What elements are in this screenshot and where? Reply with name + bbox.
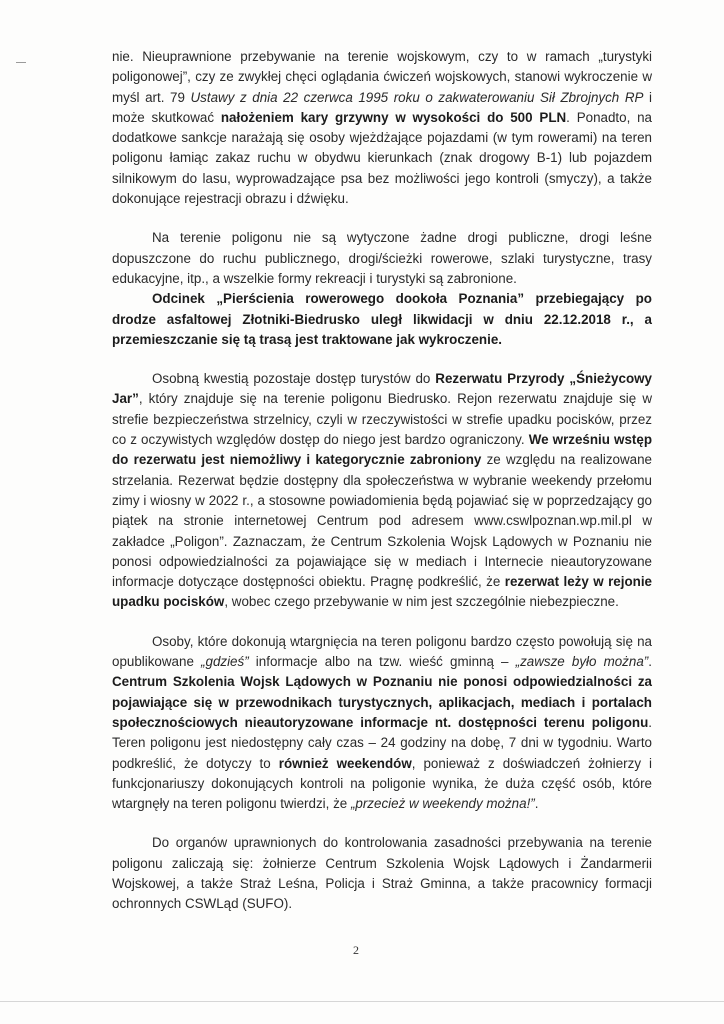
- text-run-normal: informacje albo na tzw. wieść gminną –: [248, 654, 516, 670]
- margin-tick: [16, 62, 26, 63]
- text-run-italic: „gdzieś”: [201, 654, 249, 670]
- text-run-normal: Na terenie poligonu nie są wytyczone żadne drogi publiczne, drogi leśne dopuszczone do ruchu publicznego, drogi/ścieżki rowerowe, szlaki turystyczne, trasy edukacyjne, itp., a wszelkie formy rekreacji i turystyki są zabronione.: [112, 230, 652, 286]
- text-run-bold: We wrześniu wstęp do rezerwatu jest niemożliwy i kategorycznie zabroniony: [112, 432, 653, 468]
- text-run-italic: „przecież w weekendy można!”: [350, 796, 535, 812]
- text-run-italic: „zawsze było można”: [515, 654, 649, 670]
- text-run-normal: nie. Nieuprawnione przebywanie na terenie wojskowym, czy to w ramach „turystyki poligonowej”, czy ze zwykłej chęci oglądania ćwiczeń wojskowych, stanowi wykroczenie w myśl art. 79: [112, 49, 652, 105]
- text-run-normal: Osoby, które dokonują wtargnięcia na teren poligonu bardzo często powołują się na opublikowane: [112, 633, 652, 670]
- text-run-normal: , który znajduje się na terenie poligonu Biedrusko. Rejon rezerwatu znajduje się w strefie bezpieczeństwa strzelnicy, czyli w rzeczywistości w strefie upadku pocisków, przez co z oczywistych względów dostęp do niego jest bardzo ograniczony.: [112, 391, 652, 448]
- text-run-bold: również weekendów: [278, 755, 412, 771]
- text-run-italic: Ustawy z dnia 22 czerwca 1995 roku o zakwaterowaniu Sił Zbrojnych RP: [190, 89, 644, 105]
- bottom-divider: [0, 1001, 724, 1002]
- text-run-normal: ze względu na realizowane strzelania. Rezerwat będzie dostępny dla społeczeństwa w wybranie weekendy przełomu zimy i wiosny w 2022 r., a stosowne powiadomienia będą pojawiać się w poprzedzający go piątek na stronie internetowej Centrum pod adresem www.cswlpoznan.wp.mil.pl w zakładce „Poligon”. Zaznaczam, że Centrum Szkolenia Wojsk Lądowych w Poznaniu nie ponosi odpowiedzialności za pojawiające się w mediach i Internecie nieautoryzowane informacje dotyczące dostępności obiektu. Pragnę podkreślić, że: [112, 452, 652, 590]
- text-run-normal: .: [648, 654, 652, 670]
- paragraph-nature-reserve: [112, 369, 652, 613]
- text-run-normal: i może skutkować: [112, 89, 652, 125]
- page-number: 2: [353, 943, 359, 957]
- text-run-normal: . Teren poligonu jest niedostępny cały czas – 24 godziny na dobę, 7 dni w tygodniu. Warto podkreślić, że dotyczy to: [112, 714, 652, 771]
- text-run-normal: , wobec czego przebywanie w nim jest szczególnie niebezpieczne.: [224, 594, 619, 610]
- document-body: [112, 47, 652, 915]
- text-run-normal: , ponieważ z doświadczeń żołnierzy i funkcjonariuszy dokonujących kontroli na poligonie wynika, że duża część osób, które wtargnęły na teren poligonu twierdzi, że: [112, 755, 652, 812]
- paragraph-control-authorities: [112, 833, 652, 914]
- text-run-bold: Centrum Szkolenia Wojsk Lądowych w Poznaniu nie ponosi odpowiedzialności za pojawiające się w przewodnikach turystycznych, aplikacjach, mediach i portalach społecznościowych nieautoryzowane informacje nt. dostępności terenu poligonu: [112, 674, 652, 730]
- text-run-bold: Odcinek „Pierścienia rowerowego dookoła Poznania” przebiegający po drodze asfaltowej Złotniki-Biedrusko uległ likwidacji w dniu 22.12.2018 r., a przemieszczanie się tą trasą jest traktowane jak wykroczenie.: [112, 291, 652, 347]
- text-run-normal: . Ponadto, na dodatkowe sankcje narażają się osoby wjeżdżające pojazdami (w tym rowerami) na teren poligonu łamiąc zakaz ruchu w obydwu kierunkach (znak drogowy B-1) lub pojazdem silnikowym do lasu, wyprowadzające psa bez możliwości jego kontroli (smyczy), a także dokonujące rejestracji obrazu i dźwięku.: [112, 109, 652, 207]
- text-run-bold: rezerwat leży w rejonie upadku pocisków: [112, 574, 652, 610]
- paragraph-penalties: [112, 47, 652, 209]
- paragraph-bike-ring-closure: [112, 289, 652, 350]
- text-run-bold: nałożeniem kary grzywny w wysokości do 500 PLN: [220, 109, 567, 125]
- text-run-bold: Rezerwatu Przyrody „Śnieżycowy Jar”: [112, 371, 652, 407]
- paragraph-unauthorized-info: [112, 632, 652, 815]
- text-run-normal: Do organów uprawnionych do kontrolowania zasadności przebywania na terenie poligonu zaliczają się: żołnierze Centrum Szkolenia Wojsk Lądowych i Żandarmerii Wojskowej, a także Straż Leśna, Policja i Straż Gminna, a także pracownicy formacji ochronnych CSWLąd (SUFO).: [112, 835, 652, 912]
- text-run-normal: .: [534, 796, 539, 812]
- text-run-normal: Osobną kwestią pozostaje dostęp turystów do: [152, 371, 436, 387]
- paragraph-no-public-roads: [112, 228, 652, 289]
